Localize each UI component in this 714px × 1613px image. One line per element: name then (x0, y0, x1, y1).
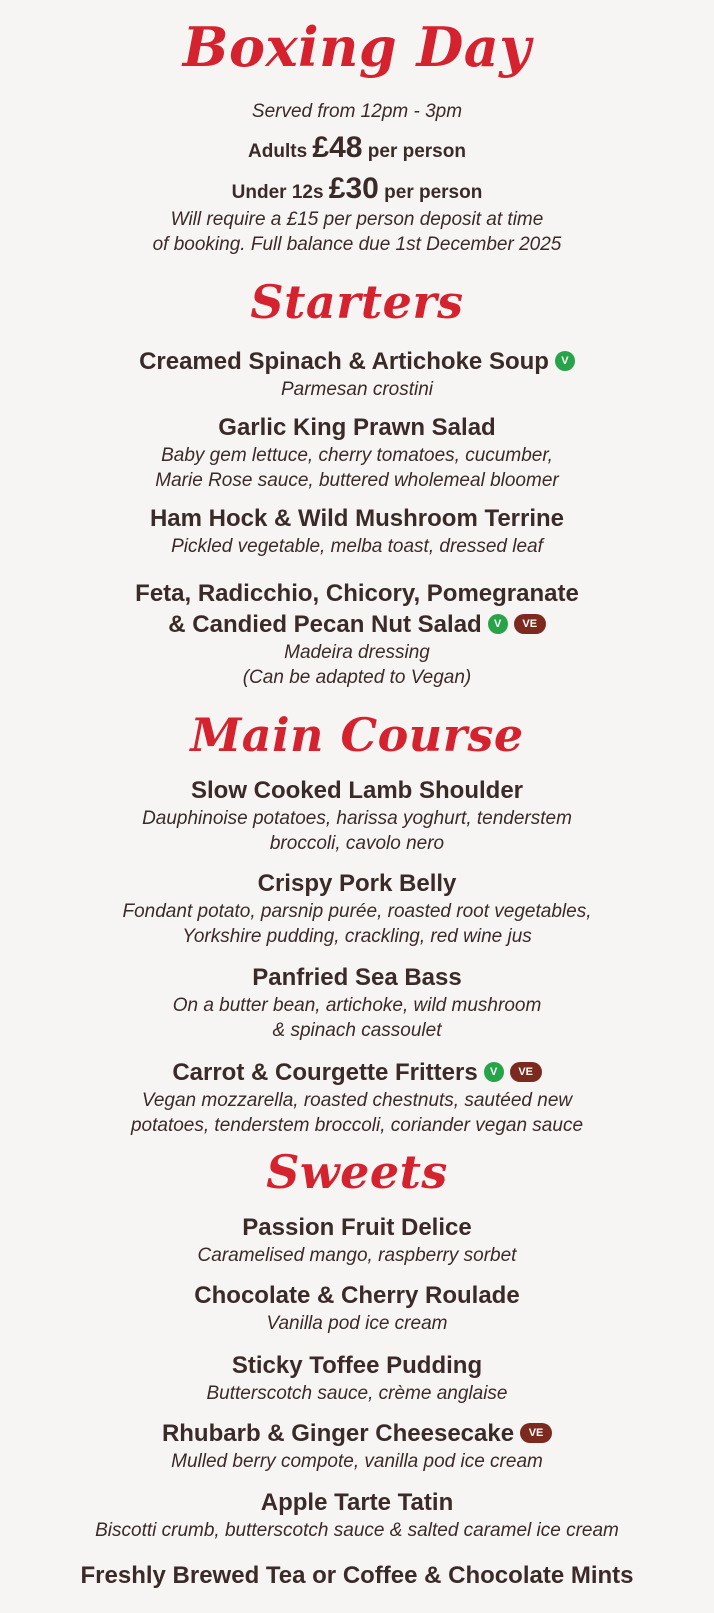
vegetarian-badge-icon: V (484, 1062, 504, 1082)
menu-item (0, 578, 714, 690)
dish-name: Garlic King Prawn Salad (218, 414, 496, 441)
page-title: Boxing Day (182, 15, 532, 79)
dish-name: Crispy Pork Belly (257, 870, 457, 897)
dish-description: On a butter bean, artichoke, wild mushroom (172, 995, 542, 1016)
dish-description: Marie Rose sauce, buttered wholemeal bloomer (155, 470, 559, 491)
dish-name: Creamed Spinach & Artichoke Soup (139, 348, 549, 375)
adults-suffix: per person (367, 141, 466, 162)
vegetarian-badge-icon: V (555, 351, 575, 371)
under12s-amount: £30 (328, 172, 379, 205)
vegetarian-badge-icon: V (488, 614, 508, 634)
deposit-line: of booking. Full balance due 1st December 2025 (152, 234, 562, 255)
dish-description: Baby gem lettuce, cherry tomatoes, cucumber, (161, 445, 553, 466)
sweets-heading: Sweets (266, 1145, 448, 1199)
under12s-price (0, 172, 714, 210)
main-course-heading: Main Course (190, 708, 524, 762)
dish-description: Parmesan crostini (280, 379, 434, 400)
starters-heading: Starters (250, 275, 464, 329)
vegan-badge-icon: VE (514, 614, 546, 634)
dish-name-row (0, 346, 714, 377)
dish-description: (Can be adapted to Vegan) (242, 667, 472, 688)
dish-description: Yorkshire pudding, crackling, red wine jus (182, 926, 532, 947)
dish-name-row (0, 1057, 714, 1088)
menu-item (0, 1057, 714, 1138)
dish-name: Chocolate & Cherry Roulade (194, 1282, 520, 1309)
vegan-badge-icon: VE (520, 1423, 552, 1443)
adults-label: Adults (248, 141, 308, 162)
adults-price (0, 131, 714, 169)
dish-description: Mulled berry compote, vanilla pod ice cream (171, 1451, 543, 1472)
dish-description: Fondant potato, parsnip purée, roasted root vegetables, (122, 901, 592, 922)
dish-description: Biscotti crumb, butterscotch sauce & salted caramel ice cream (95, 1520, 619, 1541)
dish-name: Slow Cooked Lamb Shoulder (190, 777, 524, 804)
menu-item (0, 1350, 714, 1406)
menu-item (0, 1418, 714, 1474)
dish-description: Butterscotch sauce, crème anglaise (206, 1383, 508, 1404)
dish-name: Ham Hock & Wild Mushroom Terrine (149, 505, 565, 532)
dish-name-row (0, 609, 714, 640)
dish-name: Apple Tarte Tatin (260, 1489, 454, 1516)
deposit-note (0, 207, 714, 257)
menu-item (0, 1280, 714, 1336)
dish-name: Carrot & Courgette Fritters (172, 1059, 478, 1086)
dish-name: Rhubarb & Ginger Cheesecake (161, 1420, 515, 1447)
dish-name: Panfried Sea Bass (252, 964, 462, 991)
dish-description: Madeira dressing (284, 642, 430, 663)
menu-item (0, 346, 714, 402)
adults-amount: £48 (312, 131, 363, 164)
served-times: Served from 12pm - 3pm (251, 101, 463, 122)
vegan-badge-icon: VE (510, 1062, 542, 1082)
dish-name: & Candied Pecan Nut Salad (168, 611, 482, 638)
tea-coffee-footer: Freshly Brewed Tea or Coffee & Chocolate Mints (80, 1562, 634, 1589)
dish-description: broccoli, cavolo nero (269, 833, 445, 854)
dish-description: Vegan mozzarella, roasted chestnuts, sautéed new (141, 1090, 573, 1111)
dish-name-row (0, 1418, 714, 1449)
menu-item (0, 775, 714, 856)
dish-name: Passion Fruit Delice (242, 1214, 472, 1241)
dish-description: potatoes, tenderstem broccoli, coriander vegan sauce (130, 1115, 584, 1136)
menu-item (0, 1487, 714, 1543)
menu-item (0, 412, 714, 493)
dish-description: Caramelised mango, raspberry sorbet (197, 1245, 517, 1266)
dish-description: Pickled vegetable, melba toast, dressed leaf (171, 536, 543, 557)
dish-description: Dauphinoise potatoes, harissa yoghurt, tenderstem (142, 808, 572, 829)
dish-name: Sticky Toffee Pudding (231, 1352, 483, 1379)
dish-name: Feta, Radicchio, Chicory, Pomegranate (135, 580, 579, 607)
dish-description: Vanilla pod ice cream (266, 1313, 448, 1334)
dish-description: & spinach cassoulet (272, 1020, 442, 1041)
under12s-suffix: per person (384, 182, 483, 203)
under12s-label: Under 12s (231, 182, 324, 203)
menu-item (0, 503, 714, 559)
deposit-line: Will require a £15 per person deposit at time (170, 209, 544, 230)
menu-item (0, 868, 714, 949)
menu-item (0, 962, 714, 1043)
menu-item (0, 1212, 714, 1268)
